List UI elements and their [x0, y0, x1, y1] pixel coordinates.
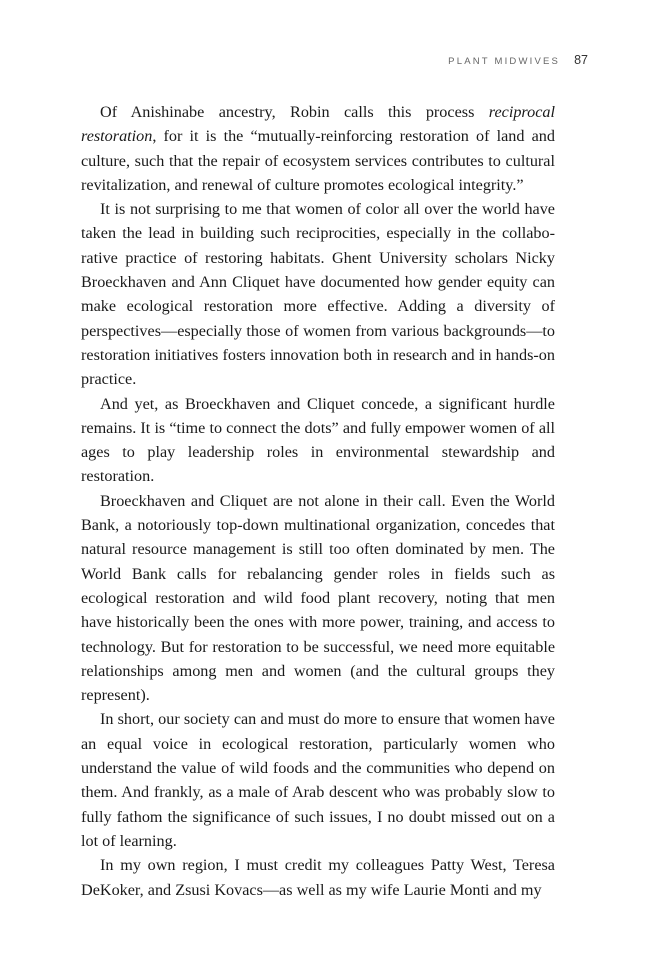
emphasis-reciprocal-restoration: reciprocal restoration [81, 103, 555, 146]
paragraph-1-text-after: , for it is the “mutually-reinforcing restoration of land and culture, such that the repair of ecosystem services contributes to cultural revitalization, and renewal of culture promotes ecological integrity.” [81, 127, 555, 194]
paragraph-2: It is not surprising to me that women of color all over the world have taken the lead in building such reciprocities, especially in the collaborative practice of restoring habitats. Ghent University scholars Nicky Broeckhaven and Ann Cliquet have documented how gender equity can make ecological restoration more effective. Adding a diversity of perspectives—especially those of women from various backgrounds—to restoration initiatives fosters innovation both in research and in hands-on practice. [81, 200, 555, 389]
paragraph-6: In my own region, I must credit my colleagues Patty West, Teresa DeKoker, and Zsusi Kovacs—as well as my wife Laurie Monti and my [81, 856, 555, 899]
running-title: PLANT MIDWIVES [448, 56, 561, 67]
paragraph-4: Broeckhaven and Cliquet are not alone in their call. Even the World Bank, a notoriously top-down multinational organization, concedes that natural resource management is still too often dominated by men. The World Bank calls for rebalancing gender roles in fields such as ecological restoration and wild food plant recovery, noting that men have historically been the ones with more power, training, and access to technology. But for restoration to be successful, we need more equitable relationships among men and women (and the cultural groups they represent). [81, 491, 555, 705]
paragraph-3: And yet, as Broeckhaven and Cliquet concede, a significant hurdle remains. It is “time to connect the dots” and fully empower women of all ages to play leadership roles in environmental stewardship and restoration. [81, 394, 555, 486]
body-text [81, 100, 555, 902]
page-number: 87 [574, 53, 588, 67]
paragraph-1-text-before: Of Anishinabe ancestry, Robin calls this process [100, 103, 489, 121]
paragraph-5: In short, our society can and must do more to ensure that women have an equal voice in ecological restoration, particularly women who understand the value of wild foods and the communities who depend on them. And frankly, as a male of Arab descent who was probably slow to fully fathom the significance of such issues, I no doubt missed out on a lot of learning. [81, 710, 555, 850]
running-head [448, 53, 588, 67]
paragraph-1 [81, 100, 555, 197]
